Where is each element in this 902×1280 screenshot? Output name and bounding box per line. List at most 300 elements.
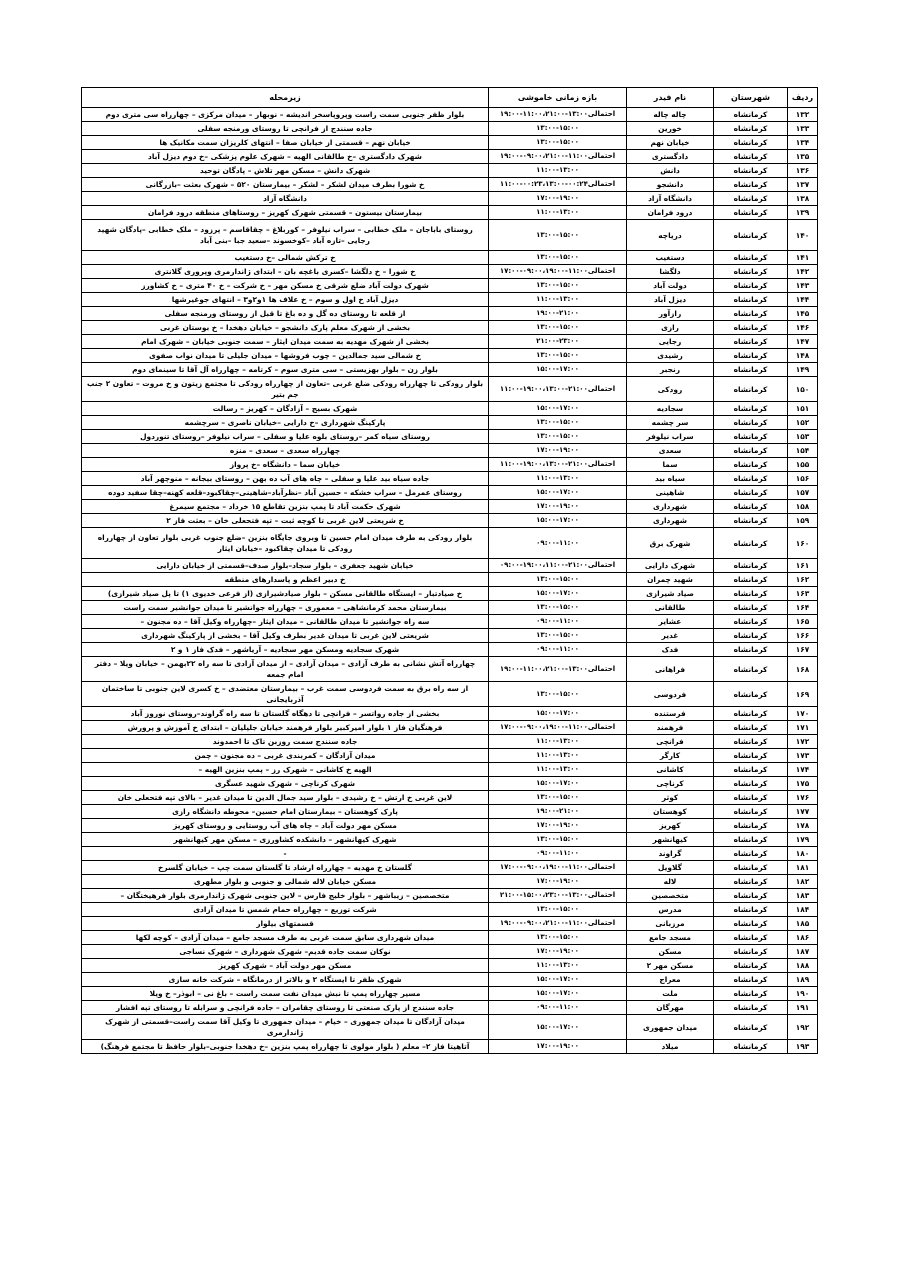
county-cell: کرمانشاه [714, 265, 788, 279]
outage-time-cell: ۱۷:۰۰-۱۹:۰۰ [489, 500, 627, 514]
county-cell: کرمانشاه [714, 377, 788, 402]
outage-time-cell: ۰۹:۰۰-۱۱:۰۰ [489, 528, 627, 559]
area-cell: خ ترکش شمالی –خ دستغیب [82, 251, 489, 265]
area-cell: الهیه خ کاشانی – شهرک رز – پمپ بنزین الهیه – [82, 763, 489, 777]
outage-time-cell: احتمالی۱۱:۰۰-۰۹:۰۰،۲۱:۰۰-۱۹:۰۰ [489, 917, 627, 931]
outage-time-cell: ۱۳:۰۰-۱۵:۰۰ [489, 279, 627, 293]
outage-time-cell: ۱۳:۰۰-۱۵:۰۰ [489, 629, 627, 643]
row-number-cell: ۱۹۲ [788, 1015, 818, 1040]
area-cell: بلوار رودکی به طرف میدان امام حسین تا وبروی جایگاه بنزین –ضلع جنوب غربی بلوار تعاون از چهارراه رودکی تا میدان چقاکبود –خیابان ایثار [82, 528, 489, 559]
table-body [82, 108, 818, 1054]
outage-time-cell: ۱۱:۰۰-۱۳:۰۰ [489, 959, 627, 973]
row-number-cell: ۱۳۷ [788, 178, 818, 192]
area-cell: پارکینگ شهرداری –خ دارایی –خیابان ناصری – سرچشمه [82, 416, 489, 430]
feeder-name-cell: صیاد شیرازی [627, 587, 714, 601]
feeder-name-cell: شهرک برق [627, 528, 714, 559]
area-cell: خ صیادتبار – ایستگاه طالقانی مسکن – بلوار صیادشیرازی (از فرعی خدیوی ۱) تا پل صیاد شیرازی) [82, 587, 489, 601]
feeder-name-cell: کرناچی [627, 777, 714, 791]
area-cell: - [82, 847, 489, 861]
row-number-cell: ۱۷۷ [788, 805, 818, 819]
feeder-name-cell: سعدی [627, 444, 714, 458]
outage-time-cell: ۱۳:۰۰-۱۵:۰۰ [489, 573, 627, 587]
county-cell: کرمانشاه [714, 472, 788, 486]
feeder-name-cell: گلاویل [627, 861, 714, 875]
row-number-cell: ۱۵۰ [788, 377, 818, 402]
table-row [82, 335, 818, 349]
area-cell: دانشگاه آزاد [82, 192, 489, 206]
feeder-name-cell: معراج [627, 973, 714, 987]
outage-time-cell: ۱۵:۰۰-۱۷:۰۰ [489, 973, 627, 987]
feeder-name-cell: میدان جمهوری [627, 1015, 714, 1040]
feeder-name-cell: خیابان نهم [627, 136, 714, 150]
county-cell: کرمانشاه [714, 402, 788, 416]
area-cell: نوکان سمت جاده قدیم– شهرک شهرداری – شهرک نساجی [82, 945, 489, 959]
area-cell: خ شمالی سید جمالدین – چوب فروشها – میدان جلیلی تا میدان نواب صفوی [82, 349, 489, 363]
feeder-name-cell: رجایی [627, 335, 714, 349]
feeder-name-cell: رازی [627, 321, 714, 335]
county-cell: کرمانشاه [714, 643, 788, 657]
table-row [82, 875, 818, 889]
row-number-cell: ۱۴۶ [788, 321, 818, 335]
feeder-name-cell: رشیدی [627, 349, 714, 363]
outage-time-cell: احتمالی۱۱:۰۰-۰۹:۰۰،۱۹:۰۰-۱۷:۰۰ [489, 721, 627, 735]
feeder-name-cell: دولت آباد [627, 279, 714, 293]
area-cell: بخشی از جاده رواتسر – فرانچی تا دهگاه گلستان تا سه راه گراوند–روستای نوروز آباد [82, 707, 489, 721]
feeder-name-cell: رازآور [627, 307, 714, 321]
feeder-name-cell: فرهمند [627, 721, 714, 735]
area-cell: آتاهیتا فاز ۲– معلم ( بلوار مولوی تا چهارراه پمپ بنزین –خ دهخدا جنوبی–بلوار حافظ تا مجتمع فرهنگ) [82, 1040, 489, 1054]
feeder-name-cell: دستغیب [627, 251, 714, 265]
row-number-cell: ۱۸۵ [788, 917, 818, 931]
table-row [82, 573, 818, 587]
row-number-cell: ۱۴۵ [788, 307, 818, 321]
area-cell: شهرک سجادیه ومسکن مهر سجادیه – آریاشهر – فدک فاز ۱ و ۲ [82, 643, 489, 657]
county-cell: کرمانشاه [714, 861, 788, 875]
feeder-name-cell: خورین [627, 122, 714, 136]
table-row [82, 917, 818, 931]
outage-time-cell: ۱۷:۰۰-۱۹:۰۰ [489, 945, 627, 959]
outage-time-cell: احتمالی۱۳:۰۰-۱۵:۰۰،۲۳:۰۰-۲۱:۰۰ [489, 889, 627, 903]
outage-time-cell: ۱۳:۰۰-۱۵:۰۰ [489, 416, 627, 430]
county-cell: کرمانشاه [714, 601, 788, 615]
outage-time-cell: ۱۷:۰۰-۱۹:۰۰ [489, 819, 627, 833]
area-cell: شهرک حکمت آباد تا پمپ بنزین تقاطع ۱۵ خرداد – مجتمع سیمرغ [82, 500, 489, 514]
area-cell: خیابان نهم – قسمتی از خیابان صفا – انتهای کلریزان سمت مکانیک ها [82, 136, 489, 150]
table-row [82, 363, 818, 377]
area-cell: لاین غربی خ ارتش – خ رشیدی – بلوار سید جمال الدین تا میدان غدیر – بالای تپه فتحعلی خان [82, 791, 489, 805]
outage-time-cell: ۱۵:۰۰-۱۷:۰۰ [489, 402, 627, 416]
row-number-cell: ۱۶۳ [788, 587, 818, 601]
area-cell: دیزل آباد خ اول و سوم – خ علاف ها ۱و۲و۳ – انتهای جوغیرشها [82, 293, 489, 307]
county-cell: کرمانشاه [714, 528, 788, 559]
area-cell: بلوار رودکی تا چهارراه رودکی ضلع غربی –تعاون از چهارراه رودکی تا مجتمع زیتون و خ مروت – تعاون ۲ جنب جم بتیر [82, 377, 489, 402]
table-row [82, 136, 818, 150]
area-cell: بخشی از شهرک مهدیه به سمت میدان ایثار – سمت جنوبی خیابان – شهرک امام [82, 335, 489, 349]
row-number-cell: ۱۳۸ [788, 192, 818, 206]
outage-time-cell: ۱۵:۰۰-۱۷:۰۰ [489, 1015, 627, 1040]
county-cell: کرمانشاه [714, 987, 788, 1001]
outage-time-cell: احتمالی۲۱:۰۰-۱۹:۰۰،۱۳:۰۰-۱۱:۰۰ [489, 458, 627, 472]
outage-time-cell: ۱۷:۰۰-۱۹:۰۰ [489, 1040, 627, 1054]
row-number-cell: ۱۸۲ [788, 875, 818, 889]
outage-time-cell: احتمالی۱۳:۰۰-۱۱:۰۰،۲۱:۰۰-۱۹:۰۰ [489, 108, 627, 122]
outage-time-cell: احتمالی۱۱:۰۰-۰۹:۰۰،۱۹:۰۰-۱۷:۰۰ [489, 861, 627, 875]
county-cell: کرمانشاه [714, 178, 788, 192]
row-number-cell: ۱۷۴ [788, 763, 818, 777]
feeder-name-cell: فردوسی [627, 682, 714, 707]
county-cell: کرمانشاه [714, 682, 788, 707]
county-cell: کرمانشاه [714, 889, 788, 903]
table-row [82, 777, 818, 791]
table-row [82, 959, 818, 973]
table-row [82, 833, 818, 847]
feeder-name-cell: دریاچه [627, 220, 714, 251]
feeder-name-cell: شهرداری [627, 514, 714, 528]
table-row [82, 903, 818, 917]
row-number-cell: ۱۶۲ [788, 573, 818, 587]
county-cell: کرمانشاه [714, 973, 788, 987]
county-cell: کرمانشاه [714, 416, 788, 430]
table-row [82, 265, 818, 279]
feeder-name-cell: سیاه بید [627, 472, 714, 486]
area-cell: پارک کوهستان – بیمارستان امام حسین– محوطه دانشگاه رازی [82, 805, 489, 819]
feeder-name-cell: فرستنده [627, 707, 714, 721]
row-number-cell: ۱۶۷ [788, 643, 818, 657]
feeder-name-cell: سر چشمه [627, 416, 714, 430]
area-cell: روستای سیاه کمر –روستای بلوه علیا و سفلی – سراب نیلوفر –روستای تنوردول [82, 430, 489, 444]
table-row [82, 444, 818, 458]
area-cell: بیمارستان محمد کرمانشاهی – معموری – چهارراه جوانشیر تا میدان جوانشیر سمت راست [82, 601, 489, 615]
row-number-cell: ۱۷۶ [788, 791, 818, 805]
outage-time-cell: ۰۹:۰۰-۱۱:۰۰ [489, 615, 627, 629]
row-number-cell: ۱۵۲ [788, 416, 818, 430]
feeder-name-cell: شهرک دارایی [627, 559, 714, 573]
area-cell: خ دبیر اعظم و پاسدارهای منطقه [82, 573, 489, 587]
outage-schedule-document [81, 87, 817, 1054]
feeder-name-cell: شهید چمران [627, 573, 714, 587]
table-row [82, 657, 818, 682]
table-row [82, 707, 818, 721]
outage-time-cell: احتمالی۲۱:۰۰-۱۹:۰۰،۱۳:۰۰-۱۱:۰۰ [489, 377, 627, 402]
row-number-cell: ۱۷۸ [788, 819, 818, 833]
outage-time-cell: ۱۵:۰۰-۱۷:۰۰ [489, 987, 627, 1001]
area-cell: بخشی از شهرک معلم پارک دانشجو – خیابان دهخدا – خ بوستان غربی [82, 321, 489, 335]
county-cell: کرمانشاه [714, 573, 788, 587]
feeder-name-cell: رودکی [627, 377, 714, 402]
outage-time-cell: احتمالی۱۱:۰۰-۰۹:۰۰،۲۱:۰۰-۱۹:۰۰ [489, 150, 627, 164]
area-cell: روستای باباجان – ملک خطابی – سراب نیلوفر – کوربلاغ – چقاقاسم – پرزود – ملک خطابی –پادگان شهید رجایی –تازه آباد –کوخسوند –سعید جبا –بنی آباد [82, 220, 489, 251]
table-row [82, 861, 818, 875]
row-number-cell: ۱۹۱ [788, 1001, 818, 1015]
outage-time-cell: ۱۱:۰۰-۱۳:۰۰ [489, 749, 627, 763]
outage-time-cell: ۱۳:۰۰-۱۵:۰۰ [489, 682, 627, 707]
row-number-cell: ۱۸۳ [788, 889, 818, 903]
feeder-name-cell: دیزل آباد [627, 293, 714, 307]
outage-time-cell: ۱۵:۰۰-۱۷:۰۰ [489, 707, 627, 721]
feeder-name-cell: کاشانی [627, 763, 714, 777]
area-cell: میدان شهرداری سابق سمت غربی به طرف مسجد جامع – میدان آزادی – کوچه لکها [82, 931, 489, 945]
county-cell: کرمانشاه [714, 1015, 788, 1040]
row-number-cell: ۱۶۴ [788, 601, 818, 615]
county-cell: کرمانشاه [714, 192, 788, 206]
feeder-name-cell: فرانچی [627, 735, 714, 749]
outage-time-cell: ۱۷:۰۰-۱۹:۰۰ [489, 192, 627, 206]
feeder-name-cell: سراب نیلوفر [627, 430, 714, 444]
row-number-cell: ۱۹۳ [788, 1040, 818, 1054]
area-cell: مسکن خیابان لاله شمالی و جنوبی و بلوار مطهری [82, 875, 489, 889]
feeder-name-cell: دادگستری [627, 150, 714, 164]
table-row [82, 349, 818, 363]
feeder-name-cell: شاهینی [627, 486, 714, 500]
county-cell: کرمانشاه [714, 307, 788, 321]
table-row [82, 220, 818, 251]
table-row [82, 735, 818, 749]
feeder-name-cell: چاله چاله [627, 108, 714, 122]
feeder-name-cell: سما [627, 458, 714, 472]
row-number-cell: ۱۶۱ [788, 559, 818, 573]
feeder-name-cell: دانشگاه آزاد [627, 192, 714, 206]
row-number-cell: ۱۷۱ [788, 721, 818, 735]
table-row [82, 514, 818, 528]
county-cell: کرمانشاه [714, 903, 788, 917]
county-cell: کرمانشاه [714, 279, 788, 293]
area-cell: گلستان خ مهدیه – چهارراه ارشاد تا گلستان سمت چپ – خیابان گلسرخ [82, 861, 489, 875]
table-row [82, 178, 818, 192]
county-cell: کرمانشاه [714, 220, 788, 251]
table-row [82, 791, 818, 805]
outage-table [81, 87, 818, 1054]
table-row [82, 945, 818, 959]
row-number-cell: ۱۴۴ [788, 293, 818, 307]
area-cell: خ شورا – خ دلگشا –کسری باغچه بان – ابتدای ژاندارمری وپروری گلانتری [82, 265, 489, 279]
row-number-cell: ۱۴۳ [788, 279, 818, 293]
county-cell: کرمانشاه [714, 363, 788, 377]
outage-time-cell: ۱۳:۰۰-۱۵:۰۰ [489, 122, 627, 136]
feeder-name-cell: شهرداری [627, 500, 714, 514]
table-row [82, 615, 818, 629]
feeder-name-cell: درود فرامان [627, 206, 714, 220]
county-cell: کرمانشاه [714, 430, 788, 444]
area-cell: قسمتهای بیلوار [82, 917, 489, 931]
county-cell: کرمانشاه [714, 458, 788, 472]
row-number-cell: ۱۵۶ [788, 472, 818, 486]
county-cell: کرمانشاه [714, 749, 788, 763]
county-cell: کرمانشاه [714, 122, 788, 136]
outage-time-cell: ۱۳:۰۰-۱۵:۰۰ [489, 220, 627, 251]
row-number-cell: ۱۸۹ [788, 973, 818, 987]
outage-time-cell: ۱۱:۰۰-۱۳:۰۰ [489, 164, 627, 178]
row-number-cell: ۱۸۸ [788, 959, 818, 973]
outage-time-cell: احتمالی۱۱:۰۰-۰۹:۰۰،۱۹:۰۰-۱۷:۰۰ [489, 265, 627, 279]
row-number-cell: ۱۳۶ [788, 164, 818, 178]
table-row [82, 973, 818, 987]
county-cell: کرمانشاه [714, 321, 788, 335]
table-row [82, 889, 818, 903]
table-row [82, 377, 818, 402]
outage-time-cell: ۱۱:۰۰-۱۳:۰۰ [489, 293, 627, 307]
table-row [82, 559, 818, 573]
row-number-cell: ۱۷۹ [788, 833, 818, 847]
feeder-name-cell: غدیر [627, 629, 714, 643]
table-row [82, 1001, 818, 1015]
table-row [82, 122, 818, 136]
outage-time-cell: احتمالی۰۰:۲۴-۰۰:۲۳،۱۳:۰۰-۱۱:۰۰ [489, 178, 627, 192]
row-number-cell: ۱۵۵ [788, 458, 818, 472]
area-cell: جاده سنندج از پارک صنعتی تا روستای چقامران – جاده فرانچی و سرابله تا روستای تپه افشار [82, 1001, 489, 1015]
county-cell: کرمانشاه [714, 251, 788, 265]
county-cell: کرمانشاه [714, 1040, 788, 1054]
outage-time-cell: ۱۳:۰۰-۱۵:۰۰ [489, 136, 627, 150]
row-number-cell: ۱۸۱ [788, 861, 818, 875]
feeder-name-cell: رنجبر [627, 363, 714, 377]
outage-time-cell: ۱۱:۰۰-۱۳:۰۰ [489, 472, 627, 486]
table-row [82, 164, 818, 178]
area-cell: خیابان شهید جعفری – بلوار سجاد–بلوار صدف–قسمتی از خیابان دارایی [82, 559, 489, 573]
feeder-name-cell: سجادیه [627, 402, 714, 416]
header-feeder: نام فیدر [627, 88, 714, 108]
area-cell: شریعتی لاین غربی تا میدان غدیر بطرف وکیل آقا – بخشی از پارکینگ شهرداری [82, 629, 489, 643]
area-cell: جاده سنندج سمت روزبن تاک تا احمدوند [82, 735, 489, 749]
outage-time-cell: ۱۵:۰۰-۱۷:۰۰ [489, 486, 627, 500]
area-cell: شهرک دادگستری –خ طالقانی الهیه – شهرک علوم پزشکی –خ دوم دیزل آباد [82, 150, 489, 164]
table-row [82, 528, 818, 559]
table-row [82, 643, 818, 657]
outage-time-cell: ۱۵:۰۰-۱۷:۰۰ [489, 587, 627, 601]
outage-time-cell: ۱۳:۰۰-۱۵:۰۰ [489, 251, 627, 265]
row-number-cell: ۱۶۵ [788, 615, 818, 629]
row-number-cell: ۱۸۷ [788, 945, 818, 959]
table-row [82, 416, 818, 430]
table-row [82, 192, 818, 206]
table-row [82, 251, 818, 265]
feeder-name-cell: مسجد جامع [627, 931, 714, 945]
area-cell: خیابان سما – دانشگاه –خ پرواز [82, 458, 489, 472]
county-cell: کرمانشاه [714, 108, 788, 122]
row-number-cell: ۱۵۹ [788, 514, 818, 528]
row-number-cell: ۱۷۲ [788, 735, 818, 749]
area-cell: مسیر چهارراه پمپ تا نبش میدان نفت سمت راست – باغ نی – ابوذر– خ ویلا [82, 987, 489, 1001]
table-row [82, 587, 818, 601]
table-row [82, 279, 818, 293]
table-row [82, 108, 818, 122]
row-number-cell: ۱۶۹ [788, 682, 818, 707]
outage-time-cell: احتمالی۱۳:۰۰-۱۱:۰۰،۲۱:۰۰-۱۹:۰۰ [489, 657, 627, 682]
table-row [82, 931, 818, 945]
county-cell: کرمانشاه [714, 514, 788, 528]
outage-time-cell: ۱۵:۰۰-۱۷:۰۰ [489, 514, 627, 528]
table-row [82, 402, 818, 416]
outage-time-cell: ۱۹:۰۰-۲۱:۰۰ [489, 805, 627, 819]
feeder-name-cell: ملت [627, 987, 714, 1001]
feeder-name-cell: دانشجو [627, 178, 714, 192]
county-cell: کرمانشاه [714, 945, 788, 959]
county-cell: کرمانشاه [714, 777, 788, 791]
county-cell: کرمانشاه [714, 707, 788, 721]
outage-time-cell: ۱۱:۰۰-۱۳:۰۰ [489, 763, 627, 777]
feeder-name-cell: لاله [627, 875, 714, 889]
table-row [82, 458, 818, 472]
header-outage-time: بازه زمانی خاموشی [489, 88, 627, 108]
table-row [82, 763, 818, 777]
table-row [82, 293, 818, 307]
area-cell: شهرک کیهانشهر – دانشکده کشاورزی – مسکن مهر کیهانشهر [82, 833, 489, 847]
row-number-cell: ۱۴۸ [788, 349, 818, 363]
county-cell: کرمانشاه [714, 335, 788, 349]
outage-time-cell: ۱۳:۰۰-۱۵:۰۰ [489, 833, 627, 847]
outage-time-cell: ۱۱:۰۰-۱۳:۰۰ [489, 735, 627, 749]
table-row [82, 601, 818, 615]
county-cell: کرمانشاه [714, 917, 788, 931]
outage-time-cell: ۱۳:۰۰-۱۵:۰۰ [489, 601, 627, 615]
area-cell: بلوار زن – بلوار بهزیستی – سی متری سوم – کرتامه – چهارراه آل آقا تا سینمای دوم [82, 363, 489, 377]
feeder-name-cell: مهرگان [627, 1001, 714, 1015]
county-cell: کرمانشاه [714, 763, 788, 777]
table-row [82, 307, 818, 321]
table-row [82, 987, 818, 1001]
row-number-cell: ۱۶۸ [788, 657, 818, 682]
county-cell: کرمانشاه [714, 833, 788, 847]
row-number-cell: ۱۸۰ [788, 847, 818, 861]
table-row [82, 629, 818, 643]
outage-time-cell: ۰۹:۰۰-۱۱:۰۰ [489, 643, 627, 657]
outage-time-cell: ۱۳:۰۰-۱۵:۰۰ [489, 791, 627, 805]
row-number-cell: ۱۹۰ [788, 987, 818, 1001]
row-number-cell: ۱۴۲ [788, 265, 818, 279]
outage-time-cell: ۲۱:۰۰-۲۳:۰۰ [489, 335, 627, 349]
table-row [82, 1040, 818, 1054]
outage-time-cell: ۱۵:۰۰-۱۷:۰۰ [489, 777, 627, 791]
outage-time-cell: ۱۷:۰۰-۱۹:۰۰ [489, 875, 627, 889]
row-number-cell: ۱۸۴ [788, 903, 818, 917]
area-cell: شهرک دولت آباد ضلع شرقی خ مسکن مهر – خ شرکت – خ ۴۰ متری – خ کشاورز [82, 279, 489, 293]
area-cell: شهرک دانش – مسکن مهر تلاش – پادگان توحید [82, 164, 489, 178]
table-row [82, 500, 818, 514]
row-number-cell: ۱۴۷ [788, 335, 818, 349]
table-row [82, 721, 818, 735]
row-number-cell: ۱۵۸ [788, 500, 818, 514]
outage-time-cell: ۰۹:۰۰-۱۱:۰۰ [489, 847, 627, 861]
header-county: شهرستان [714, 88, 788, 108]
row-number-cell: ۱۳۴ [788, 136, 818, 150]
county-cell: کرمانشاه [714, 293, 788, 307]
outage-time-cell: ۱۵:۰۰-۱۷:۰۰ [489, 363, 627, 377]
row-number-cell: ۱۵۴ [788, 444, 818, 458]
county-cell: کرمانشاه [714, 150, 788, 164]
area-cell: بلوار ظفر جنوبی سمت راست وپروپاسخر اندیشه – نوبهار – میدان مرکزی – چهارراه سی متری دوم [82, 108, 489, 122]
county-cell: کرمانشاه [714, 847, 788, 861]
county-cell: کرمانشاه [714, 615, 788, 629]
row-number-cell: ۱۶۰ [788, 528, 818, 559]
feeder-name-cell: دلگشا [627, 265, 714, 279]
outage-time-cell: ۰۹:۰۰-۱۱:۰۰ [489, 1001, 627, 1015]
row-number-cell: ۱۳۳ [788, 122, 818, 136]
feeder-name-cell: کیهانشهر [627, 833, 714, 847]
feeder-name-cell: کهریز [627, 819, 714, 833]
outage-time-cell: ۱۹:۰۰-۲۱:۰۰ [489, 307, 627, 321]
county-cell: کرمانشاه [714, 164, 788, 178]
outage-time-cell: ۱۱:۰۰-۱۳:۰۰ [489, 206, 627, 220]
row-number-cell: ۱۷۳ [788, 749, 818, 763]
area-cell: مسکن مهر دولت آباد – شهرک کهریز [82, 959, 489, 973]
area-cell: متخصصین – زیباشهر – بلوار خلیج فارس – لاین جنوبی شهرک ژاندارمری بلوار فرهیختگان – [82, 889, 489, 903]
area-cell: چهارراه سعدی – سعدی – منزه [82, 444, 489, 458]
table-row [82, 206, 818, 220]
feeder-name-cell: گراوند [627, 847, 714, 861]
row-number-cell: ۱۴۱ [788, 251, 818, 265]
row-number-cell: ۱۳۲ [788, 108, 818, 122]
feeder-name-cell: دانش [627, 164, 714, 178]
table-row [82, 847, 818, 861]
